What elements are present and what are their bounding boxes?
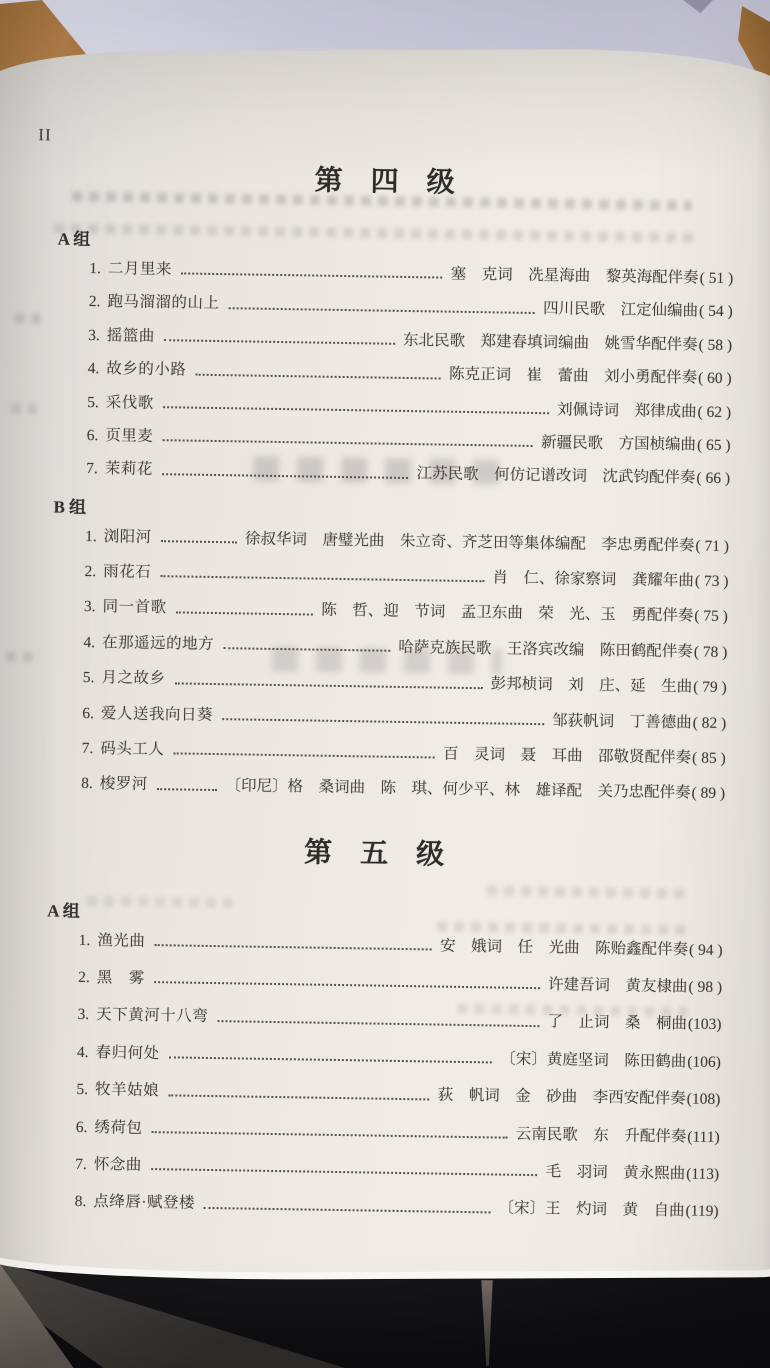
dot-leader: [161, 540, 237, 543]
item-title: 浏阳河: [103, 527, 152, 546]
dot-leader: [223, 647, 390, 652]
item-number: 7.: [81, 739, 94, 757]
item-number: 6.: [75, 1118, 88, 1136]
section-heading: 第 四 级: [314, 165, 455, 199]
section-heading: 第 五 级: [303, 837, 445, 871]
item-title: 摇篮曲: [106, 327, 156, 345]
item-number: 2.: [84, 562, 97, 581]
group-label: A 组: [47, 901, 80, 921]
item-title: 二月里来: [107, 260, 173, 279]
item-authors: 陈 哲、迎 节词 孟卫东曲 荣 光、玉 勇配伴奏: [321, 602, 694, 625]
toc-group: [30, 224, 734, 489]
item-title: 渔光曲: [97, 931, 146, 950]
toc-row: [20, 1117, 720, 1147]
toc-row: [33, 258, 733, 288]
item-page-ref: ( 98 ): [688, 978, 723, 997]
item-authors: 刘佩诗词 郑律成曲: [556, 400, 697, 421]
item-page-ref: ( 94 ): [688, 941, 723, 959]
item-title: 跑马溜溜的山上: [107, 293, 220, 313]
item-page-ref: ( 58 ): [698, 336, 733, 354]
dot-leader: [195, 373, 441, 379]
toc-row: [20, 1079, 720, 1109]
toc-row: [28, 596, 728, 626]
dot-leader: [204, 1207, 491, 1214]
item-title: 绣荷包: [94, 1118, 143, 1137]
item-number: 3.: [83, 598, 96, 616]
item-number: 8.: [74, 1193, 87, 1211]
dot-leader: [217, 1020, 539, 1027]
dot-leader: [162, 439, 533, 447]
item-title: 怀念曲: [93, 1156, 142, 1174]
item-page-ref: ( 82 ): [692, 714, 727, 732]
item-authors: 百 灵词 聂 耳曲 邵敬贤配伴奏: [442, 745, 692, 767]
toc-group: [25, 492, 730, 804]
toc-row: [31, 392, 731, 422]
toc-row: [27, 667, 727, 697]
dot-leader: [151, 1168, 538, 1176]
item-title: 同一首歌: [102, 598, 167, 617]
section-groups: [25, 224, 734, 804]
toc-row: [21, 1004, 721, 1034]
item-title: 点绛唇·赋登楼: [93, 1193, 196, 1213]
item-number: 5.: [82, 669, 95, 687]
group-rows: [18, 930, 722, 1222]
item-title: 黑 雾: [96, 969, 145, 987]
toc-sections: [18, 159, 734, 1221]
dot-leader: [163, 406, 549, 414]
item-number: 4.: [83, 633, 96, 651]
item-number: 1.: [84, 527, 97, 545]
item-page-ref: ( 54 ): [698, 302, 733, 321]
group-label: B 组: [53, 497, 87, 517]
dot-leader: [169, 1056, 493, 1063]
item-title: 采伐歌: [105, 393, 154, 412]
item-number: 8.: [81, 775, 93, 793]
dot-leader: [174, 682, 482, 689]
item-authors: 陈克正词 崔 蕾曲 刘小勇配伴奏: [448, 365, 698, 387]
item-number: 4.: [87, 360, 100, 378]
item-number: 3.: [77, 1006, 90, 1024]
section-groups: [18, 896, 723, 1222]
item-title: 月之故乡: [101, 669, 166, 688]
item-title: 茉莉花: [104, 460, 153, 479]
group-rows: [30, 258, 733, 489]
item-page-ref: ( 78 ): [693, 643, 728, 661]
dot-leader: [162, 473, 409, 479]
toc-row: [27, 632, 727, 662]
toc-row: [30, 458, 730, 488]
toc-row: [18, 1191, 718, 1221]
dot-leader: [154, 944, 432, 950]
toc-row: [32, 358, 732, 388]
dot-leader: [154, 981, 540, 989]
dot-leader: [228, 307, 535, 314]
item-authors: 哈萨克族民歌 王洛宾改编 陈田鹤配伴奏: [398, 638, 693, 661]
dot-leader: [176, 611, 314, 615]
item-title: 春归何处: [95, 1043, 160, 1062]
dot-leader: [222, 718, 544, 725]
item-number: 5.: [87, 393, 99, 411]
item-number: 3.: [88, 326, 101, 344]
item-page-ref: ( 66 ): [696, 469, 731, 488]
item-title: 牧羊姑娘: [94, 1081, 160, 1100]
dot-leader: [173, 753, 435, 759]
dot-leader: [160, 576, 484, 583]
dot-leader: [164, 339, 395, 345]
toc-row: [28, 561, 728, 591]
toc-row: [33, 291, 733, 321]
item-page-ref: ( 73 ): [694, 572, 729, 591]
item-authors: 安 娥词 任 光曲 陈贻鑫配伴奏: [439, 937, 689, 959]
item-authors: 塞 克词 冼星海曲 黎英海配伴奏: [450, 265, 699, 287]
toc-row: [31, 425, 731, 455]
item-page-ref: ( 75 ): [694, 607, 729, 626]
item-number: 6.: [82, 704, 95, 722]
group-label: A 组: [57, 229, 91, 250]
item-title: 雨花石: [103, 563, 152, 582]
toc-section: [25, 159, 735, 804]
item-authors: 云南民歌 东 升配伴奏: [515, 1125, 687, 1145]
item-number: 7.: [75, 1155, 87, 1173]
group-rows: [25, 526, 729, 804]
toc-row: [26, 703, 726, 733]
item-page-ref: ( 62 ): [697, 403, 732, 421]
toc-row: [25, 773, 725, 803]
item-title: 页里麦: [105, 427, 154, 445]
item-page-ref: ( 65 ): [696, 436, 731, 454]
toc-group: [18, 896, 723, 1222]
page-number: II: [38, 125, 52, 145]
item-authors: 肖 仁、徐家察词 龚耀年曲: [492, 569, 695, 590]
item-authors: 新疆民歌 方国桢编曲: [540, 433, 697, 454]
item-page-ref: ( 60 ): [697, 369, 732, 388]
item-authors: 〔宋〕黄庭坚词 陈田鹤曲: [500, 1050, 687, 1071]
item-number: 2.: [88, 293, 101, 311]
item-page-ref: ( 51 ): [699, 269, 734, 288]
item-authors: 许建吾词 黄友棣曲: [547, 976, 688, 996]
toc-row: [29, 526, 729, 556]
item-page-ref: (103): [687, 1015, 722, 1034]
item-authors: 彭邦桢词 刘 庄、延 生曲: [490, 675, 693, 696]
item-authors: 邹荻帆词 丁善德曲: [552, 711, 692, 732]
toc-section: [18, 831, 724, 1222]
item-page-ref: ( 79 ): [693, 678, 727, 697]
item-number: 1.: [89, 259, 102, 278]
toc-row: [23, 930, 723, 960]
item-title: 天下黄河十八弯: [96, 1006, 209, 1026]
toc-row: [19, 1154, 719, 1184]
item-page-ref: ( 71 ): [695, 537, 730, 555]
toc-row: [22, 967, 722, 997]
item-number: 6.: [86, 426, 99, 445]
item-number: 4.: [76, 1043, 89, 1061]
toc-row: [21, 1042, 721, 1072]
item-number: 5.: [76, 1081, 89, 1099]
item-page-ref: ( 85 ): [691, 749, 726, 767]
item-authors: 东北民歌 郑建春填词编曲 姚雪华配伴奏: [402, 331, 698, 354]
item-page-ref: (111): [687, 1127, 720, 1146]
book-page: [0, 48, 770, 1274]
dot-leader: [151, 1131, 507, 1139]
dot-leader: [157, 788, 218, 791]
item-number: 2.: [78, 968, 90, 987]
item-authors: 徐叔华词 唐璧光曲 朱立奇、齐芝田等集体编配 李忠勇配伴奏: [244, 530, 695, 555]
item-authors: 毛 羽词 黄永熙曲: [545, 1163, 686, 1183]
item-authors: 四川民歌 江定仙编曲: [542, 300, 699, 320]
item-authors: 荻 帆词 金 砂曲 李西安配伴奏: [437, 1086, 686, 1108]
item-title: 爱人送我向日葵: [100, 704, 214, 724]
item-authors: 〔印尼〕格 桑词曲 陈 琪、何少平、林 雄译配 关乃忠配伴奏: [225, 777, 691, 802]
toc-row: [26, 738, 726, 768]
item-number: 1.: [78, 931, 91, 949]
toc-row: [32, 325, 732, 355]
item-page-ref: ( 89 ): [691, 784, 726, 803]
item-title: 梭罗河: [99, 775, 148, 794]
item-number: 7.: [86, 460, 98, 478]
item-page-ref: (113): [686, 1165, 720, 1183]
dot-leader: [181, 273, 443, 279]
item-authors: 〔宋〕王 灼词 黄 自曲: [498, 1199, 685, 1220]
item-title: 故乡的小路: [106, 360, 187, 379]
item-page-ref: (108): [686, 1090, 721, 1109]
item-page-ref: (119): [685, 1202, 719, 1221]
item-page-ref: (106): [687, 1053, 722, 1071]
dot-leader: [168, 1094, 430, 1100]
item-title: 码头工人: [100, 740, 165, 759]
toc-content: [18, 119, 735, 1239]
item-authors: 江苏民歌 何仿记谱改词 沈武钧配伴奏: [416, 465, 696, 487]
item-authors: 了 止词 桑 桐曲: [547, 1013, 688, 1033]
item-title: 在那遥远的地方: [101, 633, 215, 653]
